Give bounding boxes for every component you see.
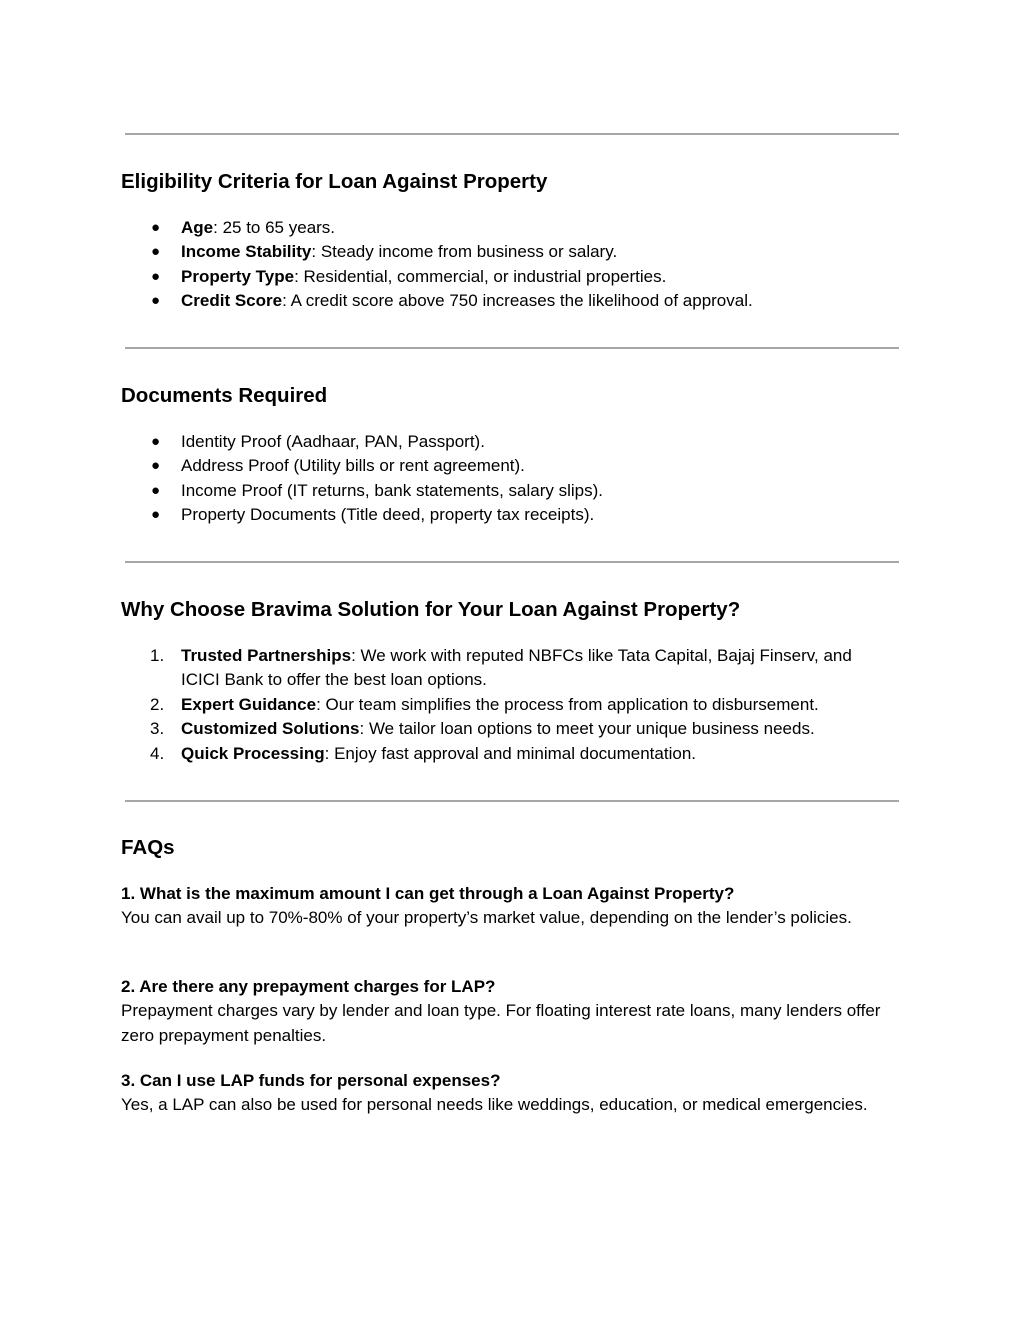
item-text: Income Proof (IT returns, bank statements, salary slips). — [181, 480, 604, 500]
faq-answer: Prepayment charges vary by lender and loan type. For floating interest rate loans, many lenders offer zero prepayment penalties. — [121, 1001, 881, 1045]
faq-answer: You can avail up to 70%-80% of your property’s market value, depending on the lender’s policies. — [121, 908, 852, 928]
item-number: 2. — [150, 694, 165, 714]
why-choose-heading: Why Choose Bravima Solution for Your Loan Against Property? — [121, 598, 741, 621]
item-text: : Steady income from business or salary. — [311, 242, 618, 262]
item-number: 3. — [150, 719, 165, 739]
list-item — [121, 289, 881, 313]
divider — [125, 133, 899, 135]
list-item — [121, 240, 881, 264]
list-item — [121, 693, 881, 717]
divider — [125, 347, 899, 349]
item-term: Expert Guidance — [181, 694, 317, 714]
bullet-icon: ● — [151, 292, 161, 310]
bullet-icon: ● — [151, 457, 161, 475]
divider — [125, 800, 899, 802]
list-item — [121, 454, 881, 478]
documents-list — [121, 430, 881, 528]
faq-item — [121, 1069, 906, 1118]
faq-question: 1. What is the maximum amount I can get through a Loan Against Property? — [121, 884, 735, 903]
item-text: : 25 to 65 years. — [213, 218, 336, 237]
item-text: : Residential, commercial, or industrial properties. — [294, 266, 667, 286]
eligibility-heading: Eligibility Criteria for Loan Against Property — [121, 170, 548, 193]
bullet-icon: ● — [151, 433, 161, 450]
item-text: Identity Proof (Aadhaar, PAN, Passport). — [181, 432, 485, 451]
bullet-icon: ● — [151, 267, 161, 285]
bullet-icon: ● — [151, 219, 161, 236]
item-term: Trusted Partnerships — [181, 646, 352, 665]
item-term: Credit Score — [181, 291, 283, 311]
faq-question: 3. Can I use LAP funds for personal expenses? — [121, 1071, 501, 1090]
bullet-icon: ● — [151, 481, 161, 499]
item-text: Address Proof (Utility bills or rent agreement). — [181, 456, 525, 476]
bullet-icon: ● — [151, 506, 161, 524]
item-term: Age — [181, 218, 214, 237]
list-item — [121, 742, 881, 766]
faq-answer: Yes, a LAP can also be used for personal needs like weddings, education, or medical emergencies. — [121, 1095, 868, 1115]
faq-item — [121, 882, 906, 931]
list-item — [121, 265, 881, 289]
item-text: : We tailor loan options to meet your unique business needs. — [359, 719, 815, 739]
list-item — [121, 216, 881, 240]
list-item — [121, 479, 881, 503]
eligibility-list — [121, 216, 881, 314]
list-item — [121, 717, 881, 741]
item-text: : We work with reputed NBFCs like Tata Capital, Bajaj Finserv, and ICICI Bank to offer the best loan options. — [181, 646, 852, 690]
item-text: Property Documents (Title deed, property tax receipts). — [181, 505, 595, 525]
item-term: Property Type — [181, 266, 295, 286]
list-item — [121, 430, 881, 454]
list-item — [121, 503, 881, 527]
documents-heading: Documents Required — [121, 384, 328, 407]
item-text: : A credit score above 750 increases the likelihood of approval. — [282, 291, 753, 311]
item-text: : Enjoy fast approval and minimal documentation. — [324, 743, 696, 763]
faq-item — [121, 975, 906, 1048]
why-choose-list — [121, 644, 881, 766]
faq-question: 2. Are there any prepayment charges for LAP? — [121, 977, 496, 996]
item-text: : Our team simplifies the process from application to disbursement. — [316, 694, 819, 714]
list-item — [121, 644, 881, 693]
item-number: 4. — [150, 743, 165, 763]
item-term: Customized Solutions — [181, 719, 360, 739]
bullet-icon: ● — [151, 243, 161, 261]
item-term: Quick Processing — [181, 743, 325, 763]
item-term: Income Stability — [181, 242, 312, 262]
item-number: 1. — [150, 646, 165, 665]
divider — [125, 561, 899, 563]
faqs-heading: FAQs — [121, 836, 175, 859]
